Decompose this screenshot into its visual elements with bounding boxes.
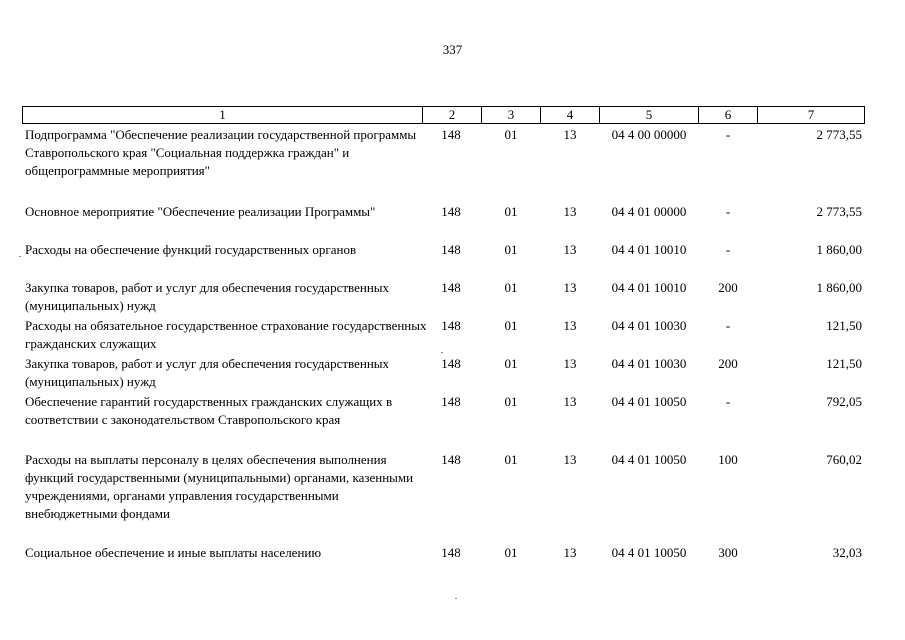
row-code-4: 13 [563,356,577,371]
row-code-2: 148 [441,452,461,467]
row-code-3: 01 [504,318,518,333]
row-code-6: - [725,394,731,409]
row-name: Расходы на обязательное государственное страхование государственных гражданских служащих [25,318,427,351]
row-amount: 32,03 [832,545,862,560]
row-code-6: 200 [718,280,738,295]
row-name: Расходы на обеспечение функций государственных органов [25,242,357,257]
row-code-2: 148 [441,356,461,371]
row-code-5: 04 4 01 10050 [611,394,687,409]
row-code-5: 04 4 01 00000 [611,204,687,219]
row-amount: 121,50 [826,356,862,371]
row-code-6: - [725,127,731,142]
column-header-7: 7 [757,106,865,124]
row-code-3: 01 [504,242,518,257]
row-code-5: 04 4 01 10050 [611,545,687,560]
row-code-2: 148 [441,394,461,409]
row-code-2: 148 [441,242,461,257]
row-code-5: 04 4 01 10030 [611,356,687,371]
row-code-5: 04 4 01 10010 [611,280,687,295]
row-code-6: - [725,242,731,257]
row-name: Подпрограмма "Обеспечение реализации государственной программы Ставропольского края "Социальная поддержка граждан" и общепрограммные мероприятия" [25,127,417,178]
row-amount: 2 773,55 [816,204,862,219]
row-amount: 760,02 [826,452,862,467]
row-code-2: 148 [441,280,461,295]
row-name: Социальное обеспечение и иные выплаты населению [25,545,322,560]
row-code-4: 13 [563,545,577,560]
column-header-4: 4 [540,106,600,124]
row-code-4: 13 [563,280,577,295]
row-name: Закупка товаров, работ и услуг для обеспечения государственных (муниципальных) нужд [25,356,390,389]
column-header-5: 5 [599,106,699,124]
row-code-2: 148 [441,545,461,560]
row-code-2: 148 [441,318,461,333]
row-code-6: 100 [718,452,738,467]
row-code-6: - [725,318,731,333]
row-code-4: 13 [563,394,577,409]
row-code-4: 13 [563,204,577,219]
row-code-3: 01 [504,356,518,371]
row-code-4: 13 [563,127,577,142]
row-code-6: 200 [718,356,738,371]
row-amount: 1 860,00 [816,242,862,257]
page-number: 337 [442,42,463,57]
row-code-3: 01 [504,452,518,467]
row-code-5: 04 4 01 10050 [611,452,687,467]
row-code-4: 13 [563,242,577,257]
row-code-5: 04 4 00 00000 [611,127,687,142]
row-code-3: 01 [504,127,518,142]
row-code-2: 148 [441,127,461,142]
column-header-3: 3 [481,106,541,124]
row-code-5: 04 4 01 10030 [611,318,687,333]
row-code-6: 300 [718,545,738,560]
column-header-2: 2 [422,106,482,124]
row-amount: 792,05 [826,394,862,409]
row-name: Закупка товаров, работ и услуг для обеспечения государственных (муниципальных) нужд [25,280,390,313]
row-amount: 1 860,00 [816,280,862,295]
scan-speck [19,256,21,257]
row-code-3: 01 [504,204,518,219]
scan-speck [455,598,457,599]
row-code-2: 148 [441,204,461,219]
row-code-3: 01 [504,545,518,560]
row-name: Обеспечение гарантий государственных гражданских служащих в соответствии с законодательством Ставропольского края [25,394,393,427]
row-code-3: 01 [504,280,518,295]
row-code-3: 01 [504,394,518,409]
row-name: Расходы на выплаты персоналу в целях обеспечения выполнения функций государственными (муниципальными) органами, казенными учреждениями, органами управления государственными внебюджетными фондами [25,452,414,521]
row-code-4: 13 [563,318,577,333]
scan-speck [441,352,443,353]
row-name: Основное мероприятие "Обеспечение реализации Программы" [25,204,376,219]
column-header-6: 6 [698,106,758,124]
row-amount: 2 773,55 [816,127,862,142]
column-header-1: 1 [22,106,423,124]
row-code-6: - [725,204,731,219]
row-code-5: 04 4 01 10010 [611,242,687,257]
row-code-4: 13 [563,452,577,467]
row-amount: 121,50 [826,318,862,333]
